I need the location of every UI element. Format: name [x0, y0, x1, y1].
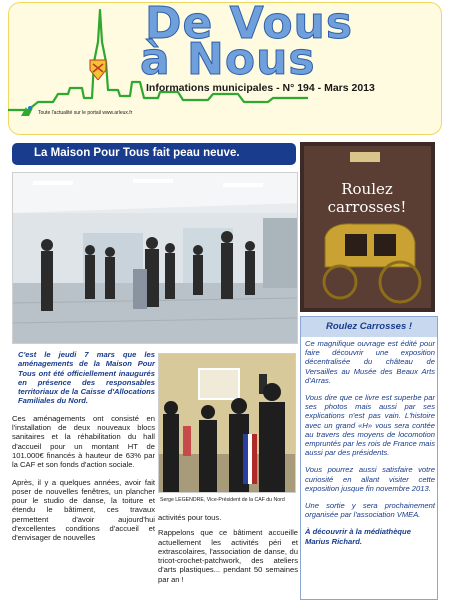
sidebar-paragraph: Vous pourrez aussi satisfaire votre curiosité en allant visiter cette exposition jusque fin novembre 2013. [305, 465, 435, 493]
article-paragraph: Rappelons que ce bâtiment accueille actuellement les activités péri et extrascolaires, l'association de danse, du tricot-crochet-patchwork, des ateliers d'arts plastiques... pendant 50 semaines par an ! [158, 528, 298, 584]
article-title: La Maison Pour Tous fait peau neuve. [34, 147, 240, 159]
book-review-sidebar [300, 316, 438, 600]
photo-caption: Serge LEGENDRE, Vice-Président de la CAF du Nord [160, 497, 285, 503]
article-column-right [158, 513, 298, 590]
town-crest-icon [88, 58, 108, 80]
portal-logo-icon [20, 105, 34, 117]
sidebar-title: Roulez Carrosses ! [301, 317, 437, 337]
speaker-photo-image [159, 354, 296, 493]
article-column-left [12, 350, 155, 551]
sidebar-paragraph: Vous dire que ce livre est superbe par ses photos mais aussi par ses explications n'est pas vain. L'histoire avec un grand «H» vous sera contée au travers des moyens de locomotion empruntés par les rois de France mais aussi par des présidents. [305, 393, 435, 458]
portal-link[interactable]: Toute l'actualité sur le portail www.arleux.fr [38, 110, 133, 116]
article-paragraph: Ces aménagements ont consisté en l'installation de deux nouveaux blocs sanitaires et la réhabilitation du hall d'accueil pour un montant HT de 101.000€ financés à hauteur de 63% par la CAF et son fonds d'action sociale. [12, 413, 155, 470]
article-title-banner [12, 143, 296, 165]
sidebar-call-to-action: À découvrir à la médiathèque Marius Richard. [305, 527, 411, 546]
book-cover-image [300, 142, 435, 312]
book-cover-title: Roulez [341, 180, 393, 198]
speaker-photo [158, 353, 296, 493]
masthead-title-line2: à Nous [140, 34, 316, 85]
book-cover-art [300, 142, 435, 312]
masthead-title-line1: De Vous [145, 0, 354, 49]
sidebar-paragraph: Une sortie y sera prochainement organisée par l'association VMEA. [305, 501, 435, 520]
sidebar-body [305, 339, 435, 546]
article-paragraph: Après, il y a quelques années, avoir fait poser de nouvelles fenêtres, un plancher pour le studio de danse, la toiture et étendu le bâtiment, ces travaux permettent d'avoir aujourd'hui d'excellentes conditions d'accueil et d'envisager de nouvelles [12, 477, 155, 543]
inauguration-hall-photo [12, 172, 298, 344]
article-paragraph: activités pour tous. [158, 513, 222, 522]
issue-subtitle: Informations municipales - N° 194 - Mars 2013 [146, 82, 375, 94]
masthead [0, 0, 450, 140]
hall-photo-image [13, 173, 298, 344]
sidebar-paragraph: Ce magnifique ouvrage est édité pour faire découvrir une exposition décentralisée du château de Versailles au Musée des Beaux Arts d'Arras. [305, 339, 435, 385]
article-lead: C'est le jeudi 7 mars que les aménagements de la Maison Pour Tous ont été officiellement inaugurés en présence des responsables territoriaux de la Caisse d'Allocations Familiales du Nord. [18, 350, 155, 406]
svg-text:carrosses!: carrosses! [327, 198, 407, 216]
